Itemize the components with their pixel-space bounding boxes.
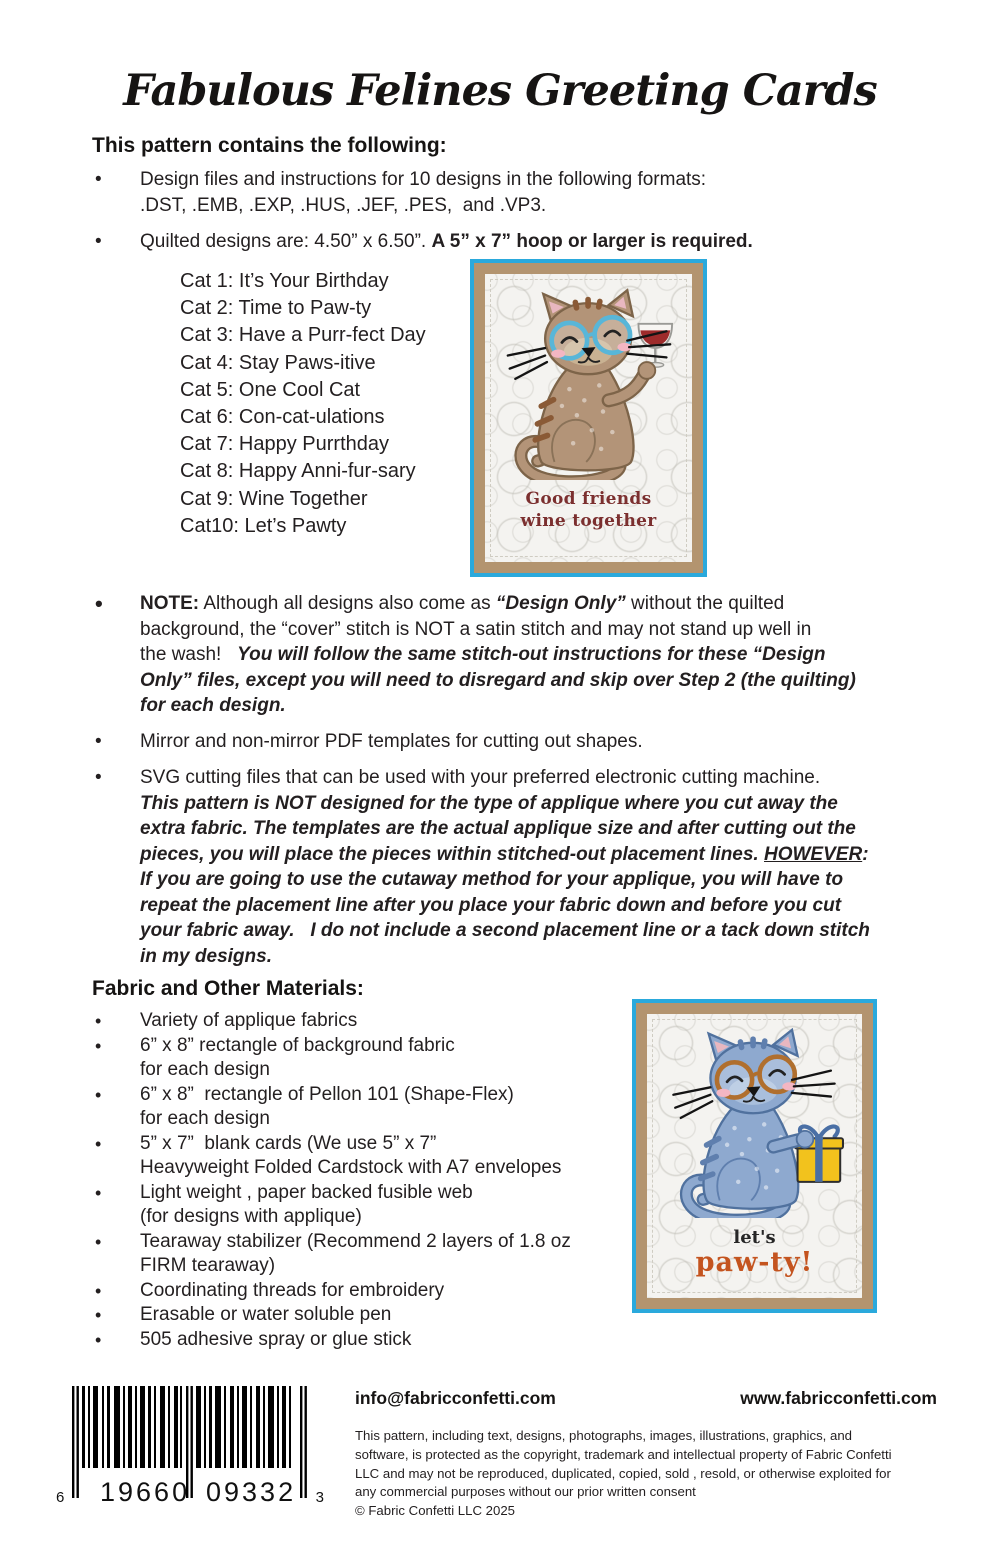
bullet-dot: •: [95, 1084, 102, 1105]
svg-line: SVG cutting files that can be used with your preferred electronic cutting machine.: [140, 767, 821, 788]
barcode-digit-group1: 19660: [100, 1477, 191, 1507]
quilted-background: [485, 274, 692, 562]
material-item: [95, 1303, 571, 1328]
card-mat-frame: [636, 1003, 873, 1309]
material-item: [95, 1009, 571, 1034]
svg-text: pieces, you will place the pieces within stitched-out placement lines.: [140, 843, 764, 865]
material-item: [95, 1181, 571, 1230]
section-heading-materials: Fabric and Other Materials:: [92, 977, 364, 1000]
material-line: Erasable or water soluble pen: [140, 1304, 392, 1325]
quilted-background: [647, 1014, 862, 1298]
svg-line: your fabric away. I do not include a second placement line or a tack down stitch: [140, 920, 870, 941]
cat-design-name: Cat10: Let’s Pawty: [180, 514, 347, 537]
card-caption: [647, 1228, 862, 1278]
legal-line: software, is protected as the copyright, trademark and intellectual property of Fabric Confetti: [355, 1446, 892, 1462]
website-url: www.fabricconfetti.com: [740, 1388, 937, 1408]
legal-line: any commercial purposes without our prior written consent: [355, 1484, 696, 1500]
svg-line: extra fabric. The templates are the actual applique size and after cutting out the: [140, 818, 856, 839]
material-line: 505 adhesive spray or glue stick: [140, 1328, 412, 1350]
material-item: [95, 1279, 571, 1304]
caption-line: paw-ty!: [695, 1247, 814, 1278]
quilted-size-line: [140, 229, 753, 255]
material-line: Light weight , paper backed fusible web: [140, 1181, 473, 1203]
note-text: You will follow the same stitch-out instructions for these “Design: [237, 644, 826, 665]
contact-email: info@fabricconfetti.com: [355, 1388, 556, 1408]
cat-design-name: Cat 3: Have a Purr-fect Day: [180, 324, 426, 347]
cat-design-name: Cat 4: Stay Paws-itive: [180, 351, 376, 374]
material-line: 6” x 8” rectangle of background fabric: [140, 1034, 455, 1056]
material-line: Tearaway stabilizer (Recommend 2 layers of 1.8 oz: [140, 1230, 571, 1252]
bullet-item-mirror-templates: [95, 729, 643, 755]
cat-design-name: Cat 6: Con-cat-ulations: [180, 406, 385, 429]
material-line: 5” x 7” blank cards (We use 5” x 7”: [140, 1132, 437, 1154]
cat-design-name: Cat 7: Happy Purrthday: [180, 433, 389, 456]
cat-design-name: Cat 8: Happy Anni-fur-sary: [180, 460, 416, 483]
svg-line: [140, 842, 870, 868]
wine-cat-illustration: [491, 288, 687, 480]
material-line: Coordinating threads for embroidery: [140, 1279, 445, 1301]
note-text: without the quilted: [625, 593, 785, 614]
bullet-dot: •: [95, 1305, 102, 1325]
bullet-item-note: [95, 591, 856, 719]
note-line: [140, 642, 856, 668]
bullet-dot: •: [95, 231, 102, 252]
note-label: NOTE:: [140, 593, 200, 614]
copyright-text: © Fabric Confetti LLC 2025: [355, 1503, 515, 1519]
barcode-digit-right: 3: [315, 1489, 324, 1506]
bullet-dot: •: [95, 169, 102, 190]
material-line: FIRM tearaway): [140, 1255, 276, 1276]
bullet-dot: •: [95, 591, 103, 616]
material-line: for each design: [140, 1108, 270, 1129]
material-line: (for designs with applique): [140, 1206, 362, 1227]
materials-list: [95, 1009, 571, 1352]
material-item: [95, 1034, 571, 1083]
bullet-dot: •: [95, 1035, 102, 1056]
material-item: [95, 1132, 571, 1181]
bullet-item-formats: [95, 167, 706, 218]
material-line: Variety of applique fabrics: [140, 1010, 358, 1031]
formats-line-2: .DST, .EMB, .EXP, .HUS, .JEF, .PES, and .VP3.: [140, 194, 547, 216]
note-line: for each design.: [140, 695, 286, 716]
note-line: background, the “cover” stitch is NOT a satin stitch and may not stand up well in: [140, 618, 812, 640]
material-line: Heavyweight Folded Cardstock with A7 envelopes: [140, 1157, 562, 1178]
cat-design-name: Cat 9: Wine Together: [180, 487, 368, 510]
pattern-title: Fabulous Felines Greeting Cards: [123, 66, 877, 116]
bullet-dot: •: [95, 767, 102, 788]
note-text: Although all designs also come as: [199, 593, 496, 614]
bullet-dot: •: [95, 1182, 102, 1203]
caption-line: wine together: [520, 511, 657, 531]
barcode-digit-group2: 09332: [206, 1477, 297, 1507]
bullet-dot: •: [95, 1329, 102, 1350]
quilted-size-text: Quilted designs are: 4.50” x 6.50”.: [140, 231, 432, 252]
mirror-line: Mirror and non-mirror PDF templates for cutting out shapes.: [140, 731, 643, 752]
card-mat-frame: [474, 263, 703, 573]
section-heading-contains: This pattern contains the following:: [92, 134, 447, 157]
svg-line: repeat the placement line after you place your fabric down and before you cut: [140, 894, 842, 916]
bullet-item-quilted-size: [95, 229, 753, 255]
cat-design-name: Cat 5: One Cool Cat: [180, 378, 361, 401]
formats-line-1: Design files and instructions for 10 designs in the following formats:: [140, 169, 707, 190]
bullet-dot: •: [95, 731, 102, 752]
greeting-card-photo-wine: [470, 259, 707, 577]
svg-line: in my designs.: [140, 945, 272, 967]
caption-line: let's: [733, 1227, 776, 1248]
svg-text: :: [862, 843, 869, 865]
greeting-card-photo-party: [632, 999, 877, 1313]
note-text: the wash!: [140, 644, 238, 665]
note-text: “Design Only”: [495, 593, 626, 614]
cat-design-name: Cat 1: It’s Your Birthday: [180, 270, 389, 292]
bullet-dot: •: [95, 1231, 102, 1252]
party-cat-illustration: [653, 1028, 855, 1218]
bullet-dot: •: [95, 1280, 102, 1301]
hoop-requirement-text: A 5” x 7” hoop or larger is required.: [431, 231, 753, 252]
material-item: [95, 1083, 571, 1132]
note-line: Only” files, except you will need to disregard and skip over Step 2 (the quilting): [140, 669, 856, 691]
bullet-item-svg-files: [95, 765, 870, 969]
svg-line: If you are going to use the cutaway method for your applique, you will have to: [140, 869, 844, 890]
legal-text: [355, 1427, 892, 1521]
caption-line: Good friends: [525, 489, 652, 509]
svg-line: This pattern is NOT designed for the type of applique where you cut away the: [140, 792, 838, 814]
material-line: 6” x 8” rectangle of Pellon 101 (Shape-Flex): [140, 1083, 514, 1105]
card-caption: [485, 488, 692, 532]
cat-design-list: [180, 268, 426, 540]
material-item: [95, 1328, 571, 1353]
however-text: HOWEVER: [764, 843, 863, 865]
bullet-dot: •: [95, 1011, 102, 1031]
legal-line: This pattern, including text, designs, photographs, images, illustrations, graphics, and: [355, 1428, 853, 1443]
barcode-digit-left: 6: [56, 1489, 65, 1506]
legal-line: LLC and may not be reproduced, duplicated, copied, sold , resold, or otherwise exploited for: [355, 1465, 891, 1481]
cat-design-name: Cat 2: Time to Paw-ty: [180, 297, 372, 320]
material-line: for each design: [140, 1059, 270, 1080]
upc-barcode: [56, 1386, 324, 1508]
note-line: [140, 591, 856, 617]
material-item: [95, 1230, 571, 1279]
bullet-dot: •: [95, 1133, 102, 1154]
